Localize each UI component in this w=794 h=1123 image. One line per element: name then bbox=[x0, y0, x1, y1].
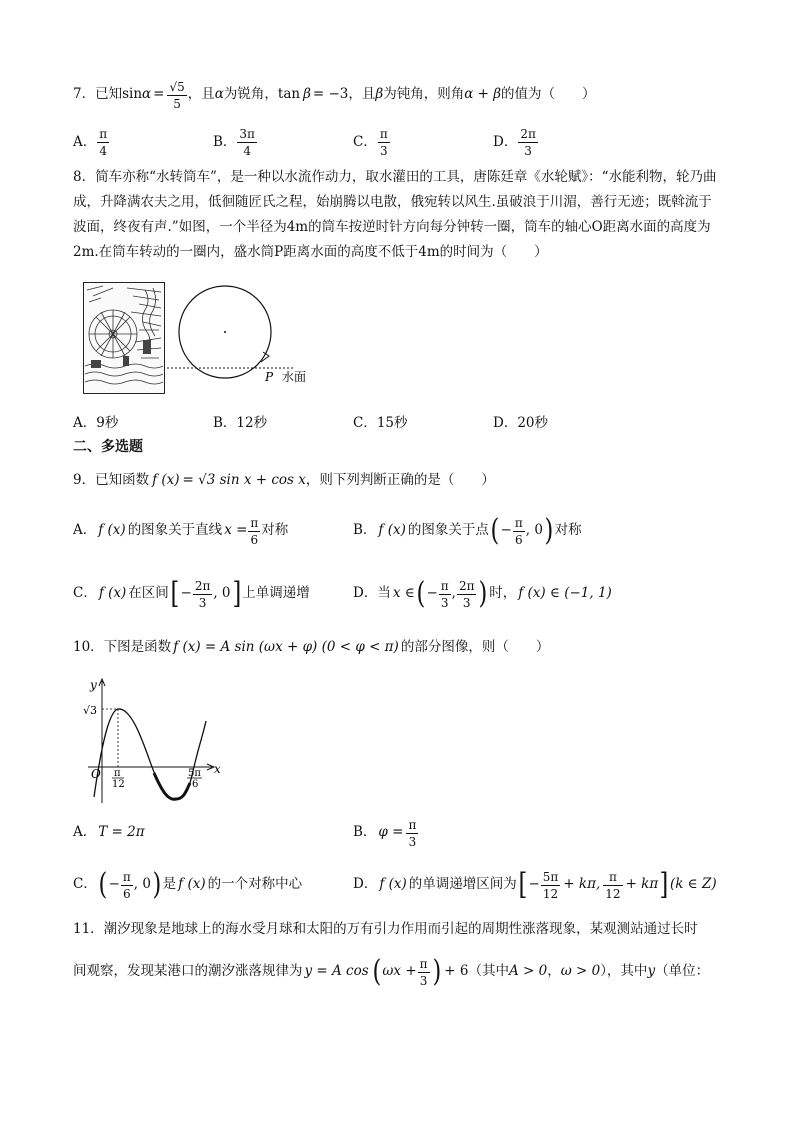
q8-option-a[interactable]: A．9秒 bbox=[73, 415, 119, 431]
q8-option-b[interactable]: B．12秒 bbox=[213, 415, 268, 431]
q10-option-c[interactable]: C． ( − $\frac{\pi}{6}$ , 0 ) 是 f (x) 的一个对称中心 bbox=[73, 867, 303, 902]
section-title: 二、多选题 bbox=[73, 439, 143, 455]
q8-circle-diagram bbox=[165, 282, 325, 392]
q9-option-b[interactable]: B． f (x) 的图象关于点 ( − $\frac{\pi}{6}$ , 0 ) 对称 bbox=[353, 513, 582, 548]
label-p: P bbox=[265, 370, 274, 384]
q8-option-c[interactable]: C．15秒 bbox=[353, 415, 408, 431]
q8-stem: 8．简车亦称“水转筒车”，是一种以水流作动力，取水灌田的工具，唐陈廷章《水轮赋》：“水能利物，轮乃曲成，升降满农夫之用，低徊随匠氏之程，始崩腾以电散，俄宛转以风生.虽破浪于川湄，善行无迹；既斡流于波面，终夜有声.”如图，一个半径为4m的筒车按逆时针方向每分钟转一圈，筒车的轴心O距离水面的高度为2m.在筒车转动的一圈内，盛水筒P距离水面的高度不低于4m的时间为（ ） bbox=[73, 169, 717, 260]
origin-label: O bbox=[91, 767, 101, 781]
q7-sin-fraction: $\frac{√5}{5}$ bbox=[169, 79, 185, 111]
y-label: y bbox=[90, 678, 97, 692]
q7-option-a[interactable]: A． $\frac{\pi}{4}$ bbox=[73, 127, 108, 158]
tick1-den: 12 bbox=[112, 779, 125, 790]
rotation-arrow bbox=[261, 352, 269, 362]
tick1-num: π bbox=[114, 768, 121, 779]
q9-option-a[interactable]: A． f (x) 的图象关于直线 x = $\frac{\pi}{6}$ 对称 bbox=[73, 515, 289, 547]
q10-sine-graph bbox=[80, 675, 230, 807]
tick2-num: 5π bbox=[188, 768, 201, 779]
q7-option-b[interactable]: B． $\frac{3\pi}{4}$ bbox=[213, 127, 255, 158]
q11-line1: 11．潮汐现象是地球上的海水受月球和太阳的万有引力作用而引起的周期性涨落现象，某观测站通过长时 bbox=[73, 921, 698, 937]
tick2-den: 6 bbox=[192, 779, 199, 790]
q11-line2: 间观察，发现某港口的潮汐涨落规律为 y = A cos ( ωx + $\frac{\pi}{3}$ ) + 6 （其中 A > 0 ， ω > 0 ），其中 y （单位： bbox=[73, 954, 710, 989]
label-water: 水面 bbox=[282, 370, 307, 384]
q10-option-b[interactable]: B． φ = $\frac{\pi}{3}$ bbox=[353, 817, 417, 849]
q7-option-d[interactable]: D． $\frac{2\pi}{3}$ bbox=[493, 127, 536, 158]
q10-option-d[interactable]: D． f (x) 的单调递增区间为 [ − $\frac{5\pi}{12}$ + kπ, $\frac{\pi}{12}$ + kπ ] (k ∈ Z) bbox=[353, 867, 717, 902]
x-label: x bbox=[214, 762, 221, 776]
q10-option-a[interactable]: A． T = 2π bbox=[73, 824, 145, 840]
q9-option-d[interactable]: D． 当 x ∈ ( − $\frac{\pi}{3}$ , $\frac{2\pi}{3}$ ) 时， f (x) ∈ (−1, 1) bbox=[353, 576, 612, 611]
q8-option-d[interactable]: D．20秒 bbox=[493, 415, 549, 431]
wheel-center-dot bbox=[224, 331, 226, 333]
sqrt3-label: √3 bbox=[83, 704, 98, 717]
sine-curve-bold bbox=[154, 773, 190, 799]
q7-stem: 7．已知 sin α = $\frac{√5}{5}$ ，且 α 为锐角， tan β = −3 ，且 β 为钝角，则角 α + β 的值为（ ） bbox=[73, 79, 596, 111]
q9-option-c[interactable]: C． f (x) 在区间 [ − $\frac{2\pi}{3}$ , 0 ] 上单调递增 bbox=[73, 576, 310, 611]
q10-stem: 10．下图是函数 f (x) = A sin (ωx + φ) (0 < φ < π) 的部分图像，则（ ） bbox=[73, 639, 550, 656]
q7-option-c[interactable]: C． $\frac{\pi}{3}$ bbox=[353, 127, 388, 158]
q9-stem: 9．已知函数 f (x) = √3 sin x + cos x ，则下列判断正确的是（ ） bbox=[73, 472, 495, 489]
waterwheel-illustration bbox=[83, 282, 165, 394]
